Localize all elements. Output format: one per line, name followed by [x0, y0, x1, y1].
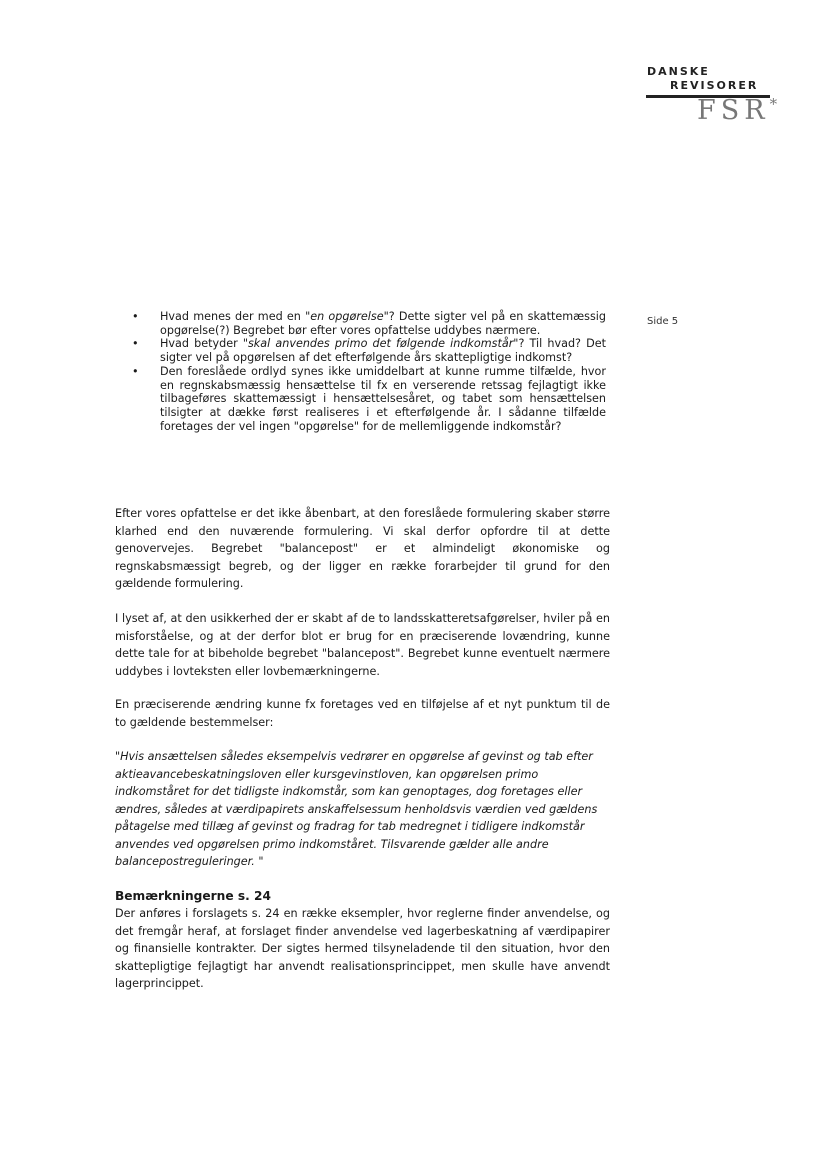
paragraph-2: I lyset af, at den usikkerhed der er skabt af de to landsskatteretsafgørelser, hviler på en misforståelse, og at der derfor blot er brug for en præciserende lovændring, kunne dette tale for at bibeholde begrebet "balancepost". Begrebet kunne eventuelt nærmere uddybes i lovteksten eller lovbemærkningerne.	[115, 612, 610, 678]
bullet-text: ? Til hvad? Det sigter vel på opgørelsen af det efterfølgende års skattepligtige indkomst?	[160, 337, 606, 365]
quote-paragraph: "Hvis ansættelsen således eksempelvis vedrører en opgørelse af gevinst og tab efter aktieavancebeskatningsloven eller kursgevinstloven, kan opgørelsen primo indkomståret for det tidligste indkomstår, som kan genoptages, dog foretages eller ændres, således at værdipapirets anskaffelsessum henholdsvis værdien ved gældens påtagelse med tillæg af gevinst og fradrag for tab medregnet i tidligere indkomstår anvendes ved opgørelsen primo indkomståret. Tilsvarende gælder alle andre balancepostreguleringer. "	[115, 750, 598, 868]
bullet-item	[126, 337, 606, 364]
bullet-text: Den foreslåede ordlyd synes ikke umiddelbart at kunne rumme tilfælde, hvor en regnskabsmæssig hensættelse til fx en verserende retssag fejlagtigt ikke tilbageføres skattemæssigt i hensættelsesåret, og tabet som hensættelsen tilsigter at dække først realiseres i et efterfølgende år. I sådanne tilfælde foretages der vel ingen "opgørelse" for de mellemliggende indkomstår?	[160, 364, 606, 433]
logo-star: *	[769, 95, 778, 113]
bullet-italic-text: "en opgørelse"	[305, 310, 389, 323]
bullet-marker: •	[132, 337, 139, 351]
bullet-text: Hvad menes der med en	[160, 310, 306, 323]
logo-mark-letters: FSR	[697, 95, 770, 126]
logo-text-danske: DANSKE	[647, 65, 710, 78]
bullet-text: Hvad betyder	[160, 337, 243, 351]
paragraph-3: En præciserende ændring kunne fx foretages ved en tilføjelse af et nyt punktum til de to gældende bestemmelser:	[115, 698, 610, 729]
paragraph-4: Der anføres i forslagets s. 24 en række eksempler, hvor reglerne finder anvendelse, og det fremgår heraf, at forslaget finder anvendelse ved lagerbeskatning af værdipapirer og finansielle kontrakter. Der sigtes hermed tilsyneladende til den situation, hvor den skattepligtige fejlagtigt har anvendt realisationsprincippet, men skulle have anvendt lagerprincippet.	[115, 907, 610, 990]
bullet-item	[126, 365, 606, 434]
bullet-italic-text: "skal anvendes primo det følgende indkomstår"	[242, 337, 519, 351]
bullet-marker: •	[132, 364, 139, 378]
page-number: Side 5	[647, 316, 679, 327]
bullet-marker: •	[132, 310, 139, 323]
bullet-list	[126, 310, 606, 433]
paragraph-1: Efter vores opfattelse er det ikke åbenbart, at den foreslåede formulering skaber større klarhed end den nuværende formulering. Vi skal derfor opfordre til at dette genovervejes. Begrebet "balancepost" er et almindeligt økonomiske og regnskabsmæssigt begreb, og der ligger en række forarbejder til grund for den gældende formulering.	[115, 507, 610, 590]
logo-mark-fsr	[697, 95, 777, 126]
bullet-item	[126, 310, 606, 337]
section-heading: Bemærkningerne s. 24	[115, 889, 271, 903]
logo-text-revisorer: REVISORER	[670, 79, 759, 92]
bullet-text: ? Dette sigter vel på en skattemæssig opgørelse(?) Begrebet bør efter vores opfattelse uddybes nærmere.	[160, 310, 606, 337]
